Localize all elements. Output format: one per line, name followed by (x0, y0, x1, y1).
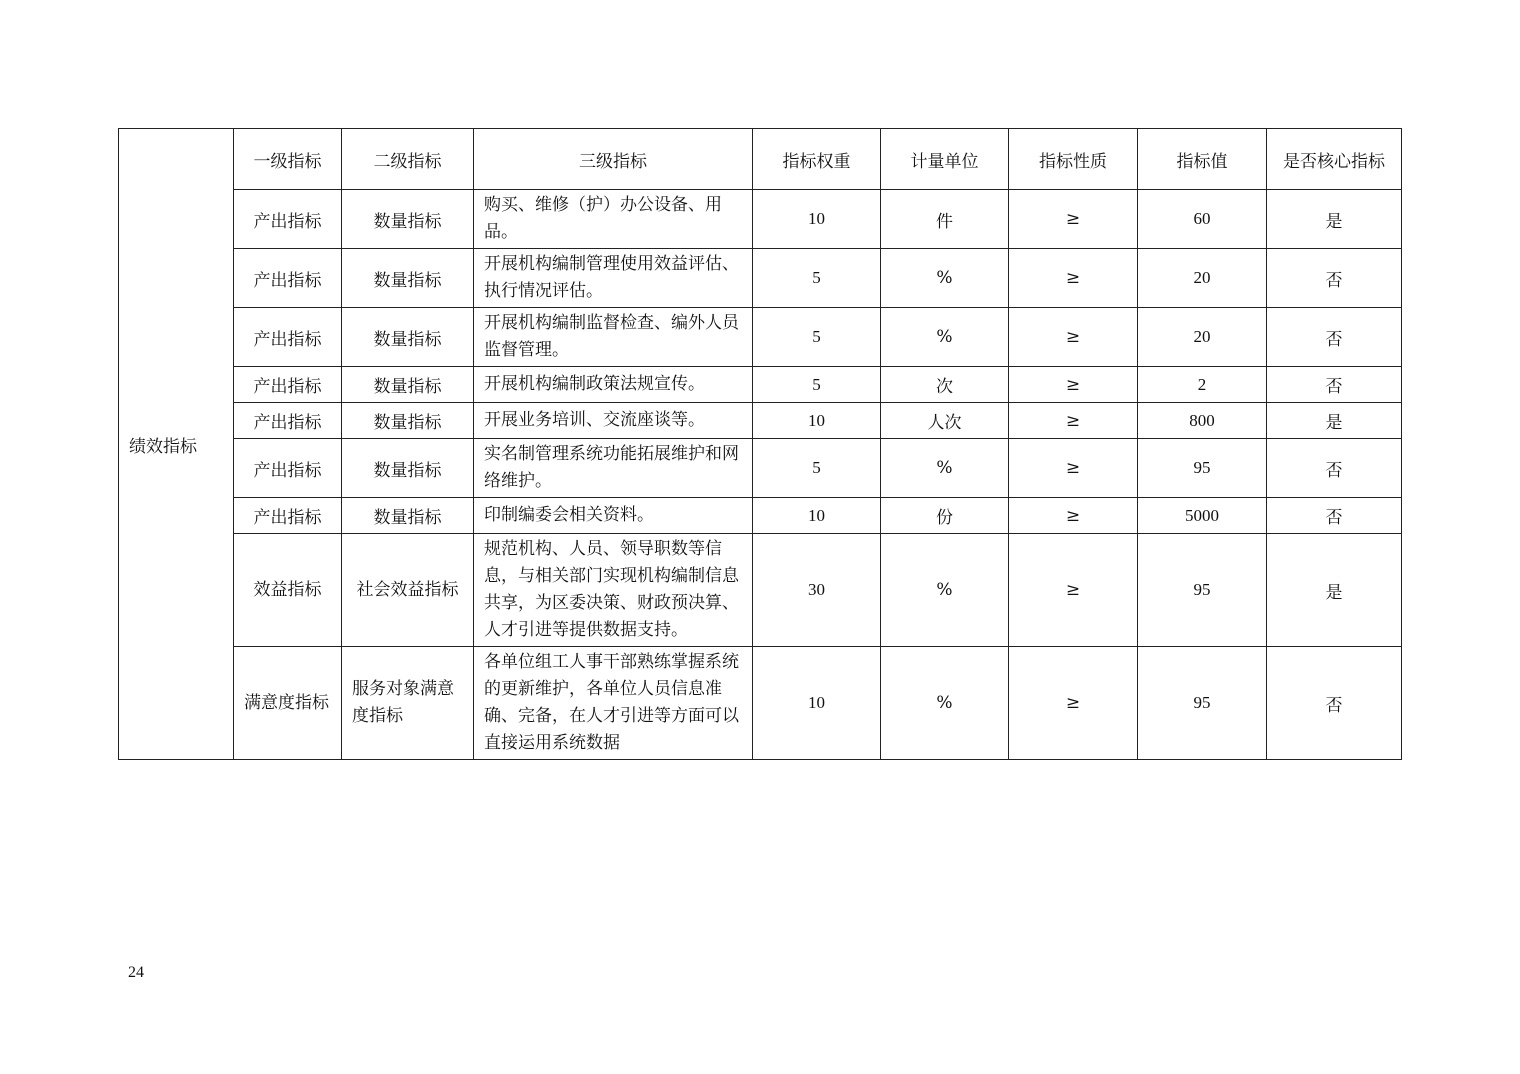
level1-cell: 产出指标 (234, 249, 342, 308)
unit-cell: 人次 (881, 403, 1009, 439)
table-row (119, 498, 1402, 534)
level2-cell: 数量指标 (342, 190, 474, 249)
unit-cell: % (881, 439, 1009, 498)
level3-cell: 开展机构编制管理使用效益评估、执行情况评估。 (474, 249, 753, 308)
weight-cell: 5 (753, 439, 881, 498)
weight-cell: 5 (753, 308, 881, 367)
weight-cell: 10 (753, 498, 881, 534)
core-cell: 否 (1267, 439, 1402, 498)
level3-cell: 开展机构编制监督检查、编外人员监督管理。 (474, 308, 753, 367)
core-cell: 否 (1267, 308, 1402, 367)
category-label: 绩效指标 (119, 129, 234, 760)
level1-cell: 产出指标 (234, 308, 342, 367)
level3-cell: 印制编委会相关资料。 (474, 498, 753, 534)
header-level3: 三级指标 (474, 129, 753, 190)
core-cell: 否 (1267, 367, 1402, 403)
weight-cell: 10 (753, 647, 881, 760)
nature-cell: ≥ (1009, 190, 1138, 249)
level2-cell: 数量指标 (342, 249, 474, 308)
level2-cell: 数量指标 (342, 308, 474, 367)
level1-cell: 效益指标 (234, 534, 342, 647)
level3-cell: 开展业务培训、交流座谈等。 (474, 403, 753, 439)
weight-cell: 30 (753, 534, 881, 647)
value-cell: 95 (1138, 439, 1267, 498)
weight-cell: 10 (753, 403, 881, 439)
value-cell: 20 (1138, 249, 1267, 308)
unit-cell: % (881, 647, 1009, 760)
nature-cell: ≥ (1009, 367, 1138, 403)
core-cell: 是 (1267, 190, 1402, 249)
level3-cell: 购买、维修（护）办公设备、用品。 (474, 190, 753, 249)
core-cell: 否 (1267, 249, 1402, 308)
level2-cell: 数量指标 (342, 403, 474, 439)
value-cell: 60 (1138, 190, 1267, 249)
header-nature: 指标性质 (1009, 129, 1138, 190)
page-number: 24 (128, 964, 144, 981)
level3-cell: 规范机构、人员、领导职数等信息，与相关部门实现机构编制信息共享，为区委决策、财政预决算、人才引进等提供数据支持。 (474, 534, 753, 647)
nature-cell: ≥ (1009, 308, 1138, 367)
header-level2: 二级指标 (342, 129, 474, 190)
header-unit: 计量单位 (881, 129, 1009, 190)
value-cell: 95 (1138, 534, 1267, 647)
level1-cell: 产出指标 (234, 190, 342, 249)
unit-cell: % (881, 249, 1009, 308)
nature-cell: ≥ (1009, 439, 1138, 498)
value-cell: 5000 (1138, 498, 1267, 534)
value-cell: 800 (1138, 403, 1267, 439)
level1-cell: 产出指标 (234, 367, 342, 403)
level1-cell: 产出指标 (234, 439, 342, 498)
header-weight: 指标权重 (753, 129, 881, 190)
level1-cell: 产出指标 (234, 403, 342, 439)
unit-cell: 份 (881, 498, 1009, 534)
table-row (119, 439, 1402, 498)
level2-cell: 服务对象满意度指标 (342, 647, 474, 760)
table-body (119, 129, 1402, 760)
value-cell: 20 (1138, 308, 1267, 367)
unit-cell: % (881, 534, 1009, 647)
level1-cell: 产出指标 (234, 498, 342, 534)
table-row (119, 190, 1402, 249)
nature-cell: ≥ (1009, 498, 1138, 534)
core-cell: 是 (1267, 403, 1402, 439)
weight-cell: 10 (753, 190, 881, 249)
core-cell: 否 (1267, 498, 1402, 534)
unit-cell: % (881, 308, 1009, 367)
level3-cell: 各单位组工人事干部熟练掌握系统的更新维护，各单位人员信息准确、完备，在人才引进等方面可以直接运用系统数据 (474, 647, 753, 760)
nature-cell: ≥ (1009, 249, 1138, 308)
level2-cell: 数量指标 (342, 367, 474, 403)
table-row (119, 308, 1402, 367)
nature-cell: ≥ (1009, 403, 1138, 439)
performance-indicator-table (118, 128, 1402, 760)
value-cell: 2 (1138, 367, 1267, 403)
table-row (119, 534, 1402, 647)
table-row (119, 249, 1402, 308)
level2-cell: 数量指标 (342, 498, 474, 534)
unit-cell: 次 (881, 367, 1009, 403)
header-value: 指标值 (1138, 129, 1267, 190)
header-level1: 一级指标 (234, 129, 342, 190)
nature-cell: ≥ (1009, 647, 1138, 760)
value-cell: 95 (1138, 647, 1267, 760)
level1-cell: 满意度指标 (234, 647, 342, 760)
level3-cell: 实名制管理系统功能拓展维护和网络维护。 (474, 439, 753, 498)
table-row (119, 647, 1402, 760)
header-core: 是否核心指标 (1267, 129, 1402, 190)
header-row (119, 129, 1402, 190)
table-row (119, 403, 1402, 439)
core-cell: 否 (1267, 647, 1402, 760)
level2-cell: 社会效益指标 (342, 534, 474, 647)
level2-cell: 数量指标 (342, 439, 474, 498)
core-cell: 是 (1267, 534, 1402, 647)
weight-cell: 5 (753, 367, 881, 403)
nature-cell: ≥ (1009, 534, 1138, 647)
level3-cell: 开展机构编制政策法规宣传。 (474, 367, 753, 403)
unit-cell: 件 (881, 190, 1009, 249)
table-row (119, 367, 1402, 403)
weight-cell: 5 (753, 249, 881, 308)
